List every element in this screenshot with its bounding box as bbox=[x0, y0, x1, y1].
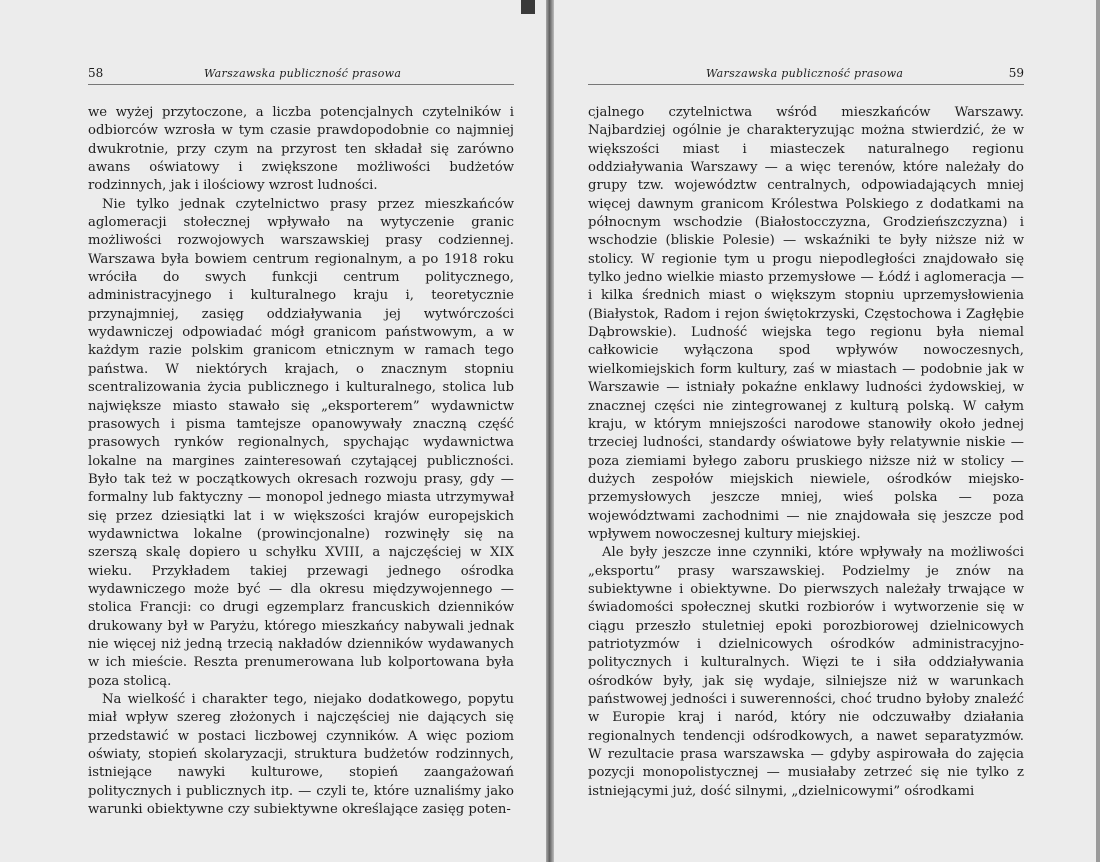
left-paragraph-1: we wyżej przytoczone, a liczba potencjalnych czytelników i odbiorców wzrosła w tym czasie prawdopodobnie co najmniej dwukrotnie, przy czym na przyrost ten składał się zarówno awans oświatowy i zwiększone możliwości budżetów rodzinnych, jak i ilościowy wzrost ludności. bbox=[88, 105, 514, 194]
right-running-title: Warszawska publiczność prasowa bbox=[706, 67, 904, 80]
right-page-header bbox=[588, 66, 1024, 84]
book-gutter bbox=[546, 0, 554, 862]
left-page-body bbox=[88, 104, 514, 819]
left-page-header bbox=[88, 66, 514, 84]
left-paragraph-3: Na wielkość i charakter tego, niejako dodatkowego, popytu miał wpływ szereg złożonych i najczęściej nie dających się przedstawić w postaci liczbowej czynników. A więc poziom oświaty, stopień skolaryzacji, struktura budżetów rodzinnych, istniejące nawyki kulturowe, stopień zaangażowań politycznych i publicznych itp. — czyli te, które uznaliśmy jako warunki obiektywne czy subiektywne określające zasięg poten- bbox=[88, 692, 514, 818]
left-page-number: 58 bbox=[88, 66, 104, 80]
gutter-mark bbox=[521, 0, 535, 14]
left-header-rule bbox=[88, 84, 514, 85]
right-paragraph-2: Ale były jeszcze inne czynniki, które wpływały na możliwości „eksportu” prasy warszawskiej. Podzielmy je znów na subiektywne i obiektywne. Do pierwszych należały trwające w świadomości społecznej skutki rozbiorów i wytworzenie się w ciągu przeszło stuletniej epoki porozbiorowej dzielnicowych patriotyzmów i dzielnicowych ośrodków administracyjno-politycznych i kulturalnych. Więzi te i siła oddziaływania ośrodków były, jak się wydaje, silniejsze niż w warunkach państwowej jedności i suwerenności, choć trudno byłoby znaleźć w Europie kraj i naród, który nie odczuwałby działania regionalnych tendencji odśrodkowych, a nawet separatyzmów. W rezultacie prasa warszawska — gdyby aspirowała do zajęcia pozycji monopolistycznej — musiałaby zetrzeć się nie tylko z istniejącymi już, dość silnymi, „dzielnicowymi” ośrodkami bbox=[588, 545, 1024, 799]
right-page bbox=[552, 0, 1100, 862]
left-running-title: Warszawska publiczność prasowa bbox=[204, 67, 402, 80]
left-paragraph-2: Nie tylko jednak czytelnictwo prasy przez mieszkańców aglomeracji stołecznej wpływało na wytyczenie granic możliwości rozwojowych warszawskiej prasy codziennej. Warszawa była bowiem centrum regionalnym, a po 1918 roku wróciła do swych funkcji centrum politycznego, administracyjnego i kulturalnego kraju i, teoretycznie przynajmniej, zasięg oddziaływania jej wytwórczości wydawniczej odpowiadać mógł granicom państwowym, a w każdym razie polskim granicom etnicznym w ramach tego państwa. W niektórych krajach, o znacznym stopniu scentralizowania życia publicznego i kulturalnego, stolica lub największe miasto stawało się „eksporterem” wydawnictw prasowych i pisma tamtejsze opanowywały znaczną część prasowych rynków regionalnych, spychając wydawnictwa lokalne na margines zainteresowań czytającej publiczności. Było tak też w początkowych okresach rozwoju prasy, gdy — formalny lub faktyczny — monopol jednego miasta utrzymywał się przez dziesiątki lat i w większości krajów europejskich wydawnictwa lokalne (prowincjonalne) rozwinęły się na szerszą skalę dopiero u schyłku XVIII, a najczęściej w XIX wieku. Przykładem takiej przewagi jednego ośrodka wydawniczego może być — dla okresu międzywojennego — stolica Francji: co drugi egzemplarz francuskich dzienników drukowany był w Paryżu, którego mieszkańcy nabywali jednak nie więcej niż jedną trzecią nakładów dzienników wydawanych w ich mieście. Reszta prenumerowana lub kolportowana była poza stolicą. bbox=[88, 196, 514, 689]
right-paragraph-1: cjalnego czytelnictwa wśród mieszkańców Warszawy. Najbardziej ogólnie je charakteryzując można stwierdzić, że w większości miast i miasteczek naturalnego regionu oddziaływania Warszawy — a więc terenów, które należały do grupy tzw. województw centralnych, odpowiadających mniej więcej dawnym granicom Królestwa Polskiego z dodatkami na północnym wschodzie (Białostocczyzna, Grodzieńszczyzna) i wschodzie (bliskie Polesie) — wskaźniki te były niższe niż w stolicy. W regionie tym u progu niepodległości znajdowało się tylko jedno wielkie miasto przemysłowe — Łódź i aglomeracja — i kilka średnich miast o większym stopniu uprzemysłowienia (Białystok, Radom i rejon świętokrzyski, Częstochowa i Zagłębie Dąbrowskie). Ludność wiejska tego regionu była niemal całkowicie wyłączona spod wpływów nowoczesnych, wielkomiejskich form kultury, zaś w miastach — podobnie jak w Warszawie — istniały pokaźne enklawy ludności żydowskiej, w znacznej części nie zintegrowanej z kulturą polską. W całym kraju, w którym mniejszości narodowe stanowiły około jednej trzeciej ludności, standardy oświatowe były relatywnie niskie — poza ziemiami byłego zaboru pruskiego niższe niż w stolicy — dużych zespołów miejskich niewiele, ośrodków miejsko-przemysłowych jeszcze mniej, wieś polska — poza województwami zachodnimi — nie znajdowała się jeszcze pod wpływem nowoczesnej kultury miejskiej. bbox=[588, 105, 1024, 542]
right-page-body bbox=[588, 104, 1024, 801]
right-page-edge bbox=[1096, 0, 1100, 862]
right-header-rule bbox=[588, 84, 1024, 85]
right-page-number: 59 bbox=[1008, 66, 1024, 80]
left-page bbox=[0, 0, 548, 862]
